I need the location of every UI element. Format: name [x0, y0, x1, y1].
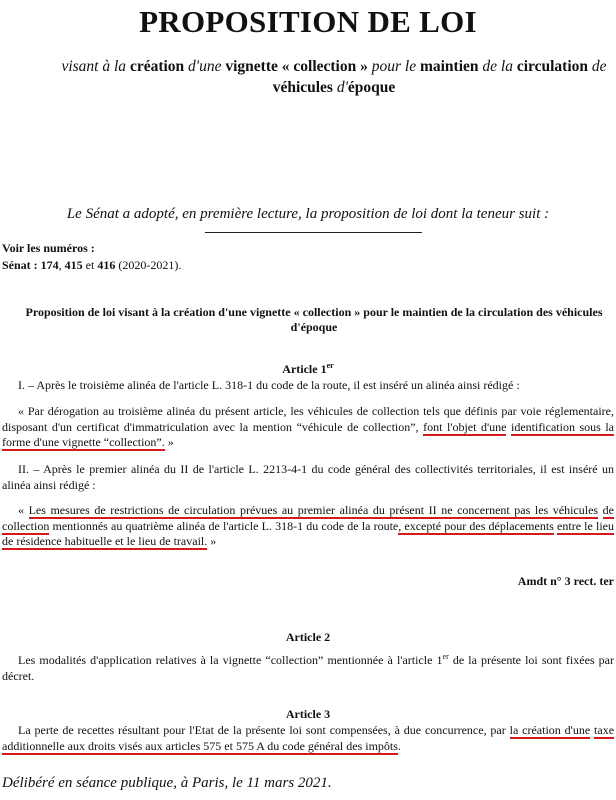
- subtitle-word: époque: [347, 79, 396, 96]
- subtitle-word: véhicules: [272, 79, 333, 96]
- article-3-heading: Article 3: [285, 707, 331, 721]
- article-1-paragraph-1: I. – Après le troisième alinéa de l'article L. 318-1 du code de la route, il est inséré un alinéa ainsi rédigé :: [18, 378, 520, 392]
- subtitle-word: création: [129, 58, 185, 75]
- document-subtitle-line2: [14, 77, 616, 98]
- subtitle-word: pour le: [371, 58, 417, 75]
- highlight-underline: taxe additionnelle aux droits visés aux articles 575 et 575 A du code général des impôts: [2, 723, 615, 753]
- article-2-heading: Article 2: [285, 630, 331, 644]
- subtitle-word: d'une: [188, 58, 222, 75]
- proposal-title: Proposition de loi visant à la création d'une vignette « collection » pour le maintien de la circulation des véhicules d'époque: [25, 305, 603, 334]
- highlight-underline: de collection: [2, 503, 614, 533]
- subtitle-word: maintien: [419, 58, 479, 75]
- article-1-paragraph-2: II. – Après le premier alinéa du II de l'article L. 2213-4-1 du code général des collectivités territoriales, il est inséré un alinéa ainsi rédigé :: [2, 462, 614, 492]
- subtitle-word: circulation: [516, 58, 589, 75]
- subtitle-word: visant à la: [61, 58, 127, 75]
- senate-numbers: Sénat : 174, 415 et 416 (2020-2021).: [2, 258, 182, 272]
- article-2-text: Les modalités d'application relatives à la vignette “collection” mentionnée à l'article 1er de la présente loi sont fixées par décret.: [2, 652, 614, 683]
- highlight-underline: la création d'une: [509, 723, 591, 737]
- highlight-underline: identification sous la forme d'une vignette “collection”.: [2, 419, 615, 449]
- amendment-reference: Amdt n° 3 rect. ter: [517, 574, 614, 588]
- document-subtitle: [14, 56, 616, 77]
- article-3-text: La perte de recettes résultant pour l'Etat de la présente loi sont compensées, à due concurrence, par la création d'une taxe additionnelle aux droits visés aux articles 575 et 575 A du code général des impôts.: [2, 723, 615, 753]
- document-title: PROPOSITION DE LOI: [139, 4, 477, 39]
- highlight-underline: font l'objet d'une: [423, 419, 507, 434]
- highlight-underline: entre le lieu de résidence habituelle et le lieu de travail.: [2, 518, 615, 548]
- separator-rule: [205, 232, 422, 233]
- article-1-quote-1: « Par dérogation au troisième alinéa du présent article, les véhicules de collection tels que définis par voie réglementaire, disposant d'un certificat d'immatriculation avec la mention “véhicule de collection”, font l'objet d'une identification sous la forme d'une vignette “collection”. »: [2, 404, 615, 449]
- article-1-quote-2: « Les mesures de restrictions de circulation prévues au premier alinéa du présent II ne concernent pas les véhicules de collection mentionnés au quatrième alinéa de l'article L. 318-1 du code de la route, excepté pour des déplacements entre le lieu de résidence habituelle et le lieu de travail. »: [2, 503, 615, 548]
- highlight-underline: Les mesures de restrictions de circulation prévues au premier alinéa du présent II ne concernent pas les véhicules: [28, 503, 599, 517]
- subtitle-word: d': [336, 79, 348, 96]
- article-1-heading: Article 1er: [282, 361, 334, 376]
- subtitle-word: de: [591, 58, 607, 75]
- subtitle-word: de la: [482, 58, 513, 75]
- adoption-statement: Le Sénat a adopté, en première lecture, la proposition de loi dont la teneur suit :: [66, 206, 550, 222]
- highlight-underline: , excepté pour des déplacements: [398, 518, 554, 533]
- deliberation-footer: Délibéré en séance publique, à Paris, le 11 mars 2021.: [2, 775, 332, 791]
- subtitle-word: vignette « collection »: [225, 58, 368, 75]
- numbers-label: Voir les numéros :: [2, 241, 95, 255]
